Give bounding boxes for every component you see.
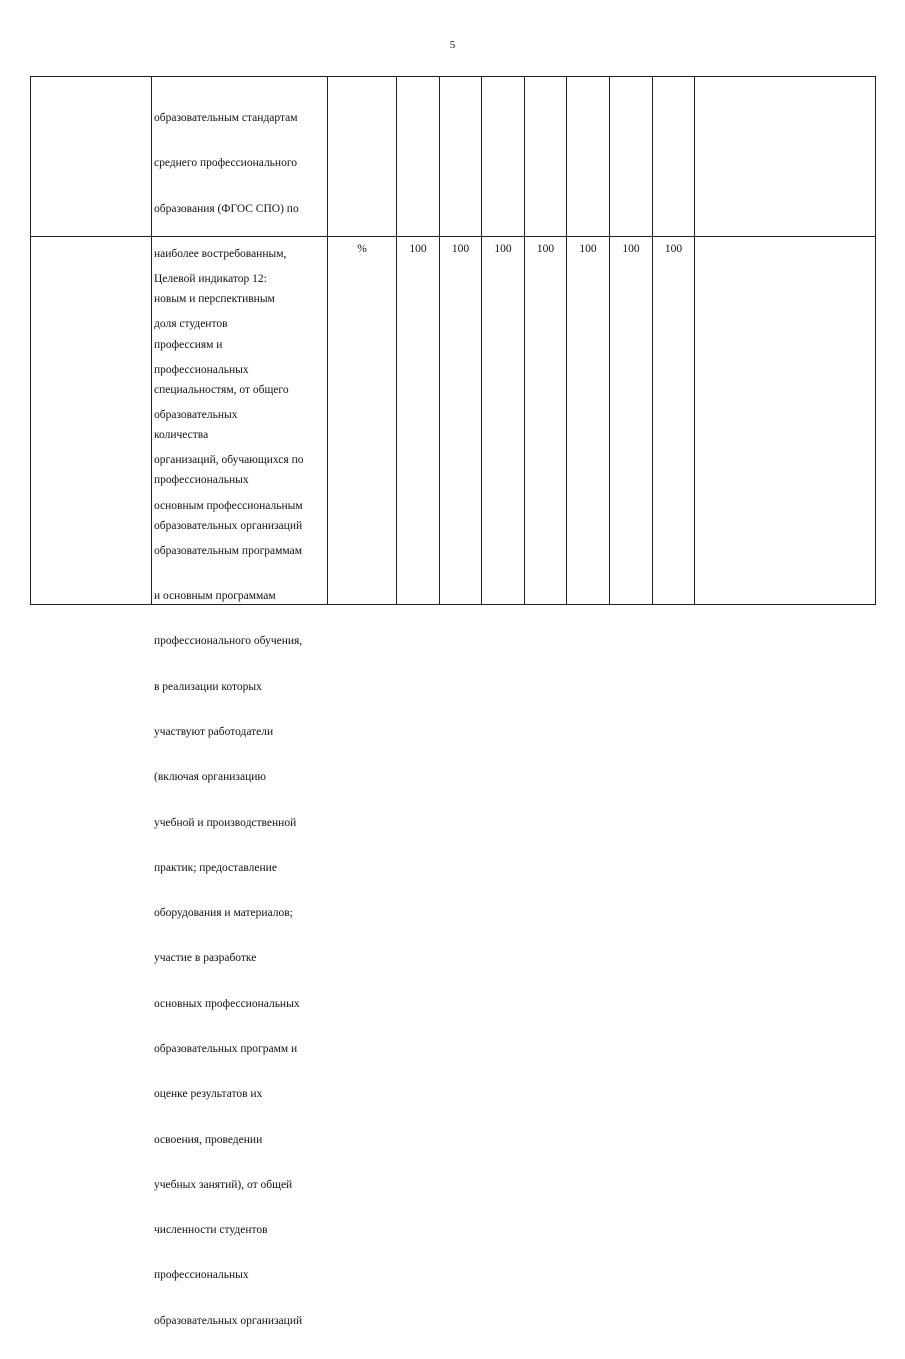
column-divider [481,76,482,605]
description-line: профессионального обучения, [154,635,303,648]
description-line: образовательным стандартам [154,112,298,125]
description-line: оценке результатов их [154,1088,263,1101]
description-line: образовательных организаций [154,519,303,532]
description-line: численности студентов [154,1224,268,1237]
description-line: специальностям, от общего [154,383,289,396]
description-line: основным профессиональным [154,499,303,512]
column-divider [439,76,440,605]
description-line: образовательных организаций [154,1314,303,1327]
description-line: профессиям и [154,338,223,351]
description-line: Целевой индикатор 12: [154,273,267,286]
description-line: освоения, проведении [154,1133,263,1146]
indicator-description [154,242,303,1359]
description-line: доля студентов [154,318,228,331]
description-line: основных профессиональных [154,997,300,1010]
description-line: организаций, обучающихся по [154,454,304,467]
description-line: образования (ФГОС СПО) по [154,202,299,215]
value-cell: 100 [494,243,512,255]
description-line: среднего профессионального [154,157,298,170]
description-line: количества [154,429,209,442]
description-line: учебной и производственной [154,816,297,829]
unit-cell: % [357,243,367,255]
column-divider [609,76,610,605]
description-line: новым и перспективным [154,293,275,306]
column-divider [524,76,525,605]
value-cell: 100 [536,243,555,255]
description-line: профессиональных [154,1269,249,1282]
column-divider [151,76,152,605]
description-line: и основным программам [154,590,276,603]
page-number: 5 [449,39,456,51]
value-cell: 100 [664,243,683,255]
column-divider [327,76,328,605]
column-divider [694,76,695,605]
value-cell: 100 [451,243,470,255]
description-line: (включая организацию [154,771,266,784]
column-divider [396,76,397,605]
description-line: образовательных программ и [154,1042,298,1055]
description-line: профессиональных [154,474,249,487]
description-line: профессиональных [154,363,249,376]
value-cell: 100 [409,243,427,255]
description-line: оборудования и материалов; [154,907,293,920]
description-line: участие в разработке [154,952,257,965]
description-line: образовательных [154,409,238,422]
column-divider [566,76,567,605]
description-line: практик; предоставление [154,861,277,874]
description-line: в реализации которых [154,680,262,693]
description-line: участвуют работодатели [154,726,274,738]
column-divider [652,76,653,605]
description-line: наиболее востребованным, [154,248,287,261]
value-cell: 100 [622,243,640,255]
value-cell: 100 [579,243,597,255]
indicator-table [0,0,905,640]
table-border-top [30,76,876,77]
table-border-left [30,76,31,605]
description-line: учебных занятий), от общей [154,1178,293,1191]
table-border-right [875,76,876,605]
description-line: образовательным программам [154,544,302,557]
